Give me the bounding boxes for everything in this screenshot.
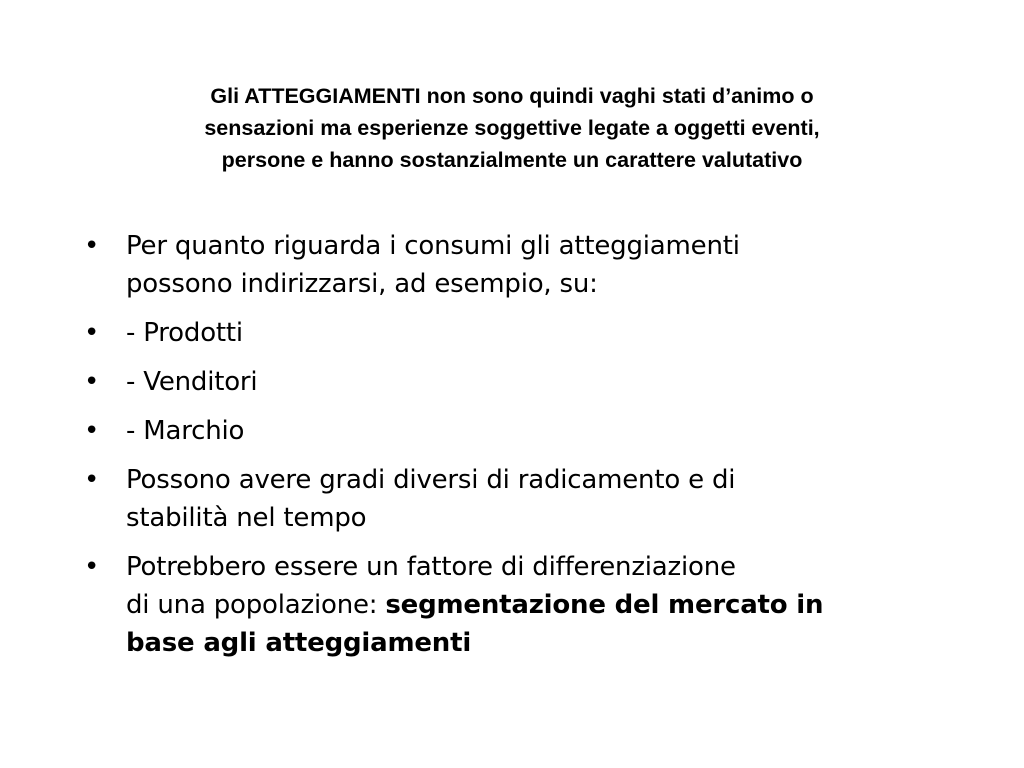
bullet-text-line: Per quanto riguarda i consumi gli atteggiamenti xyxy=(126,231,740,261)
bullet-text-line: stabilità nel tempo xyxy=(126,503,367,533)
bullet-item xyxy=(84,412,964,450)
bullet-text-emphasis: segmentazione del mercato in xyxy=(385,590,824,620)
heading-line: Gli ATTEGGIAMENTI non sono quindi vaghi stati d’animo o xyxy=(210,84,814,108)
bullet-text-line: - Marchio xyxy=(126,416,245,446)
bullet-list xyxy=(84,227,964,673)
bullet-item xyxy=(84,461,964,537)
bullet-text-line: Potrebbero essere un fattore di differenziazione xyxy=(126,552,736,582)
bullet-glyph: • xyxy=(84,416,100,446)
bullet-item xyxy=(84,227,964,303)
heading-line: sensazioni ma esperienze soggettive legate a oggetti eventi, xyxy=(204,116,820,140)
bullet-item xyxy=(84,363,964,401)
bullet-text-plain: di una popolazione: xyxy=(126,590,386,620)
bullet-text-line: - Prodotti xyxy=(126,318,243,348)
bullet-glyph: • xyxy=(84,318,100,348)
bullet-item xyxy=(84,548,964,662)
bullet-glyph: • xyxy=(84,552,100,582)
bullet-item xyxy=(84,314,964,352)
bullet-text-line: - Venditori xyxy=(126,367,258,397)
bullet-glyph: • xyxy=(84,465,100,495)
slide-heading xyxy=(96,80,928,176)
bullet-text-line xyxy=(126,586,964,624)
bullet-glyph: • xyxy=(84,367,100,397)
heading-line: persone e hanno sostanzialmente un carattere valutativo xyxy=(221,148,803,172)
bullet-text-emphasis: base agli atteggiamenti xyxy=(126,628,472,658)
bullet-text-line: possono indirizzarsi, ad esempio, su: xyxy=(126,269,598,299)
bullet-text-line: Possono avere gradi diversi di radicamento e di xyxy=(126,465,736,495)
bullet-glyph: • xyxy=(84,231,100,261)
